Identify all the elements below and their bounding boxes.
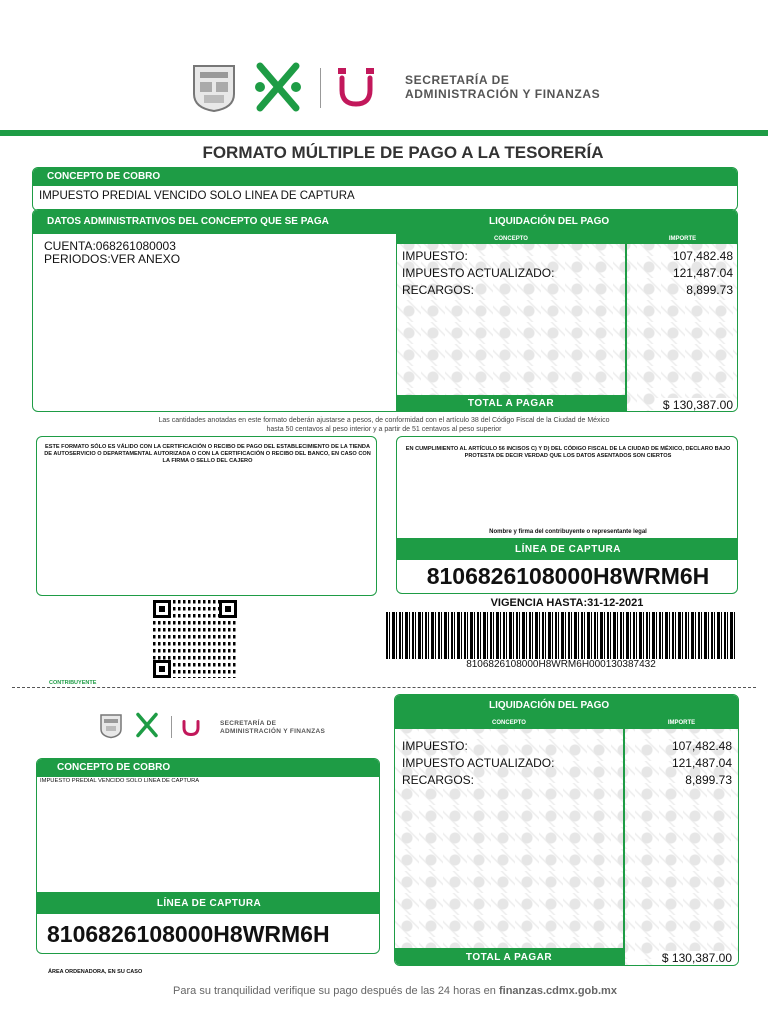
col-concepto: CONCEPTO bbox=[494, 236, 528, 242]
declaration-box bbox=[396, 436, 738, 594]
concepto-header: CONCEPTO DE COBRO bbox=[33, 168, 737, 186]
stub-concepto-text: IMPUESTO PREDIAL VENCIDO SOLO LINEA DE CAPTURA bbox=[40, 778, 200, 784]
liquidacion-table bbox=[396, 234, 738, 412]
area-ordenadora-label: ÁREA ORDENADORA, EN SU CASO bbox=[48, 969, 143, 975]
stub-shield-logo bbox=[100, 713, 122, 739]
stub-liquidacion-header: LIQUIDACIÓN DEL PAGO bbox=[395, 695, 738, 717]
stub-item-label: IMPUESTO ACTUALIZADO: bbox=[402, 756, 555, 770]
total-label: TOTAL A PAGAR bbox=[467, 398, 555, 409]
signature-label: Nombre y firma del contribuyente o representante legal bbox=[489, 529, 647, 535]
concepto-text: IMPUESTO PREDIAL VENCIDO SOLO LINEA DE CAPTURA bbox=[39, 190, 355, 202]
vigencia: VIGENCIA HASTA:31-12-2021 bbox=[490, 597, 644, 609]
declaration-text: EN CUMPLIMIENTO AL ARTÍCULO 56 INCISOS C) Y D) DEL CÓDIGO FISCAL DE LA CIUDAD DE MÉXICO, DECLARO BAJO PROTESTA DE DECIR VERDAD QUE LOS DATOS ASENTADOS SON CIERTOS bbox=[405, 446, 731, 459]
stub-agency-name: SECRETARÍA DE ADMINISTRACIÓN Y FINANZAS bbox=[220, 720, 326, 735]
stub-item-label: IMPUESTO: bbox=[402, 739, 468, 753]
stub-col-divider bbox=[623, 717, 625, 966]
stub-liquidacion-table bbox=[395, 717, 739, 966]
header-green-rule bbox=[0, 130, 768, 136]
stub-emblem-logo bbox=[133, 710, 161, 740]
item-amount: 121,487.04 bbox=[672, 266, 733, 280]
validity-box bbox=[36, 436, 377, 596]
stub-col-importe: IMPORTE bbox=[667, 720, 696, 726]
concepto-box bbox=[32, 167, 738, 211]
datos-box bbox=[32, 209, 738, 412]
liquidacion-header: LIQUIDACIÓN DEL PAGO bbox=[489, 216, 610, 227]
item-label: RECARGOS: bbox=[402, 283, 475, 297]
stub-total-label: TOTAL A PAGAR bbox=[465, 952, 553, 963]
footer-note bbox=[0, 985, 768, 997]
total-amount: $ 130,387.00 bbox=[655, 398, 733, 412]
cdmx-shield-logo bbox=[192, 64, 236, 112]
footer-site: finanzas.cdmx.gob.mx bbox=[498, 985, 617, 997]
col-importe: IMPORTE bbox=[668, 236, 697, 242]
stub-liquidacion-box bbox=[394, 694, 739, 966]
barcode bbox=[386, 612, 736, 659]
datos-header: DATOS ADMINISTRATIVOS DEL CONCEPTO QUE SE PAGA bbox=[47, 216, 329, 227]
stub-logo-divider bbox=[171, 716, 172, 738]
agency-name: SECRETARÍA DE ADMINISTRACIÓN Y FINANZAS bbox=[405, 73, 601, 101]
cdmx-emblem-logo bbox=[250, 58, 306, 116]
rounding-notice: Las cantidades anotadas en este formato deberán ajustarse a pesos, de conformidad con el artículo 38 del Código Fiscal de la Ciudad de México hasta 50 centavos al peso interior y a partir de 51 centavos al peso superior bbox=[158, 417, 610, 433]
magenta-u-logo bbox=[334, 64, 378, 110]
item-amount: 107,482.48 bbox=[672, 249, 733, 263]
stub-item-amount: 8,899.73 bbox=[685, 773, 732, 787]
item-label: IMPUESTO ACTUALIZADO: bbox=[402, 266, 555, 280]
validity-text: ESTE FORMATO SÓLO ES VÁLIDO CON LA CERTIFICACIÓN O RECIBO DE PAGO DEL ESTABLECIMIENTO DE LA TIENDA DE AUTOSERVICIO O DEPARTAMENTAL AUTORIZADA O CON LA CERTIFICACIÓN O RECIBO DEL BANCO, EN CASO CON LA FIRMA O SELLO DEL CAJERO bbox=[44, 444, 371, 464]
cut-line bbox=[12, 687, 756, 688]
linea-captura-header: LÍNEA DE CAPTURA bbox=[515, 544, 621, 555]
stub-concepto-header: CONCEPTO DE COBRO bbox=[37, 759, 379, 777]
stub-item-amount: 107,482.48 bbox=[671, 739, 732, 753]
col-divider bbox=[625, 234, 627, 412]
stub-concepto-box bbox=[36, 758, 380, 954]
stub-linea-header: LÍNEA DE CAPTURA bbox=[156, 898, 262, 909]
cuenta-text: CUENTA:068261080003 bbox=[44, 239, 176, 253]
barcode-text: 8106826108000H8WRM6H000130387432 bbox=[466, 659, 656, 670]
periodos-text: PERIODOS:VER ANEXO bbox=[44, 252, 181, 266]
stub-linea-code: 8106826108000H8WRM6H bbox=[47, 921, 330, 947]
form-title: FORMATO MÚLTIPLE DE PAGO A LA TESORERÍA bbox=[202, 143, 604, 162]
linea-captura-code: 8106826108000H8WRM6H bbox=[426, 563, 710, 589]
stub-total-amount: $ 130,387.00 bbox=[654, 951, 732, 965]
stub-item-label: RECARGOS: bbox=[402, 773, 475, 787]
datos-header-bar bbox=[33, 210, 737, 234]
stub-col-concepto: CONCEPTO bbox=[492, 720, 526, 726]
item-label: IMPUESTO: bbox=[402, 249, 468, 263]
item-amount: 8,899.73 bbox=[686, 283, 733, 297]
stub-magenta-u-logo bbox=[180, 714, 202, 738]
footer-text: Para su tranquilidad verifique su pago después de las 24 horas en bbox=[173, 985, 499, 997]
stub-item-amount: 121,487.04 bbox=[671, 756, 732, 770]
logo-divider bbox=[320, 68, 321, 108]
contribuyente-label: CONTRIBUYENTE bbox=[49, 680, 97, 686]
qr-code bbox=[153, 600, 237, 678]
